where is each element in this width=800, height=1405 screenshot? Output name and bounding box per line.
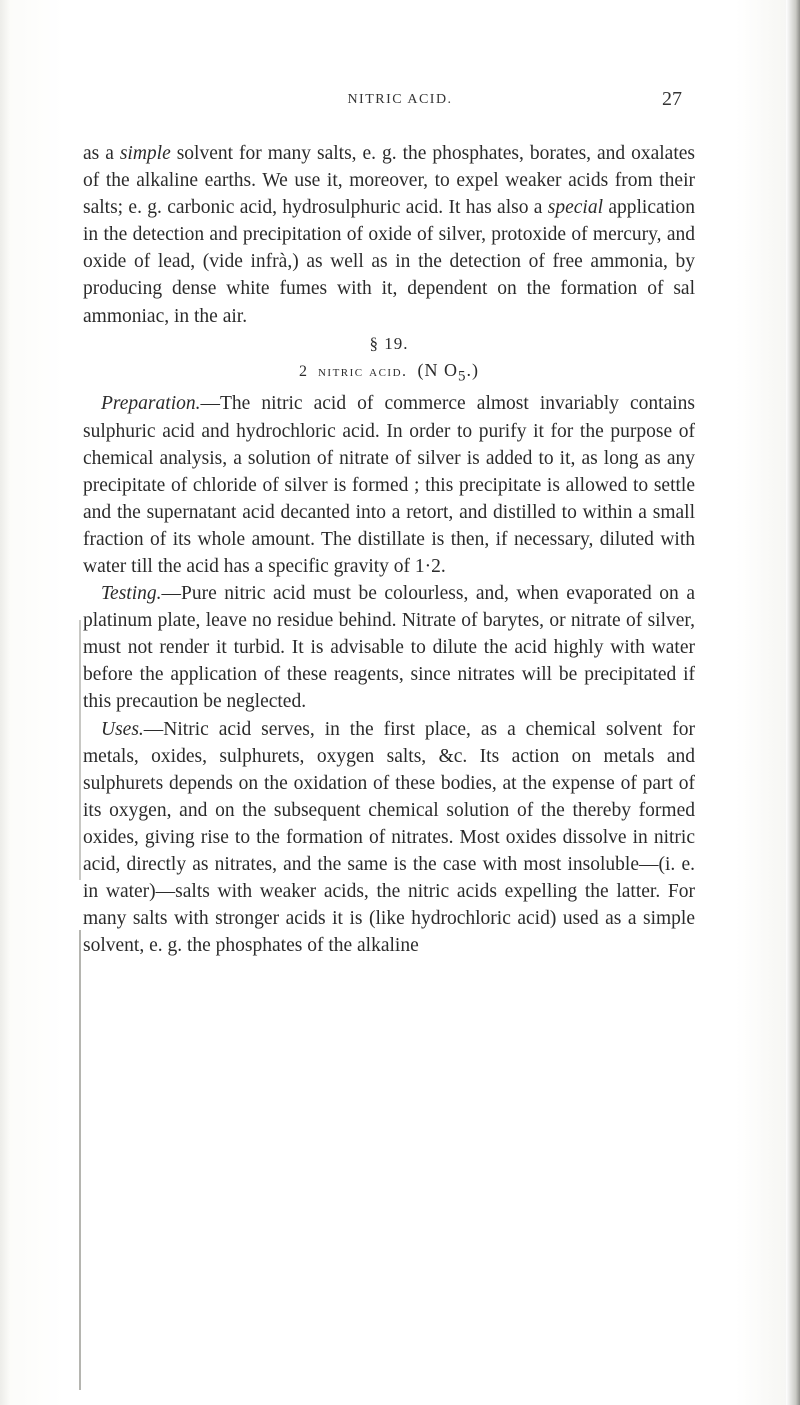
text-span: application in the detection and precipitation of oxide of silver, protoxide of mercury, and oxide of lead, (vide infrà,) as well as in the detection of free ammonia, by producing dense white fumes with it, dependent on the formation of sal ammoniac, in the air.: [83, 197, 695, 327]
paragraph-testing: [83, 580, 695, 715]
section-mark: § 19.: [369, 333, 409, 353]
emphasis-special: special: [547, 197, 604, 219]
text-span: —The nitric acid of commerce almost invariably contains sulphuric acid and hydrochloric acid. In order to purify it for the purpose of chemical analysis, a solution of nitrate of silver is added to it, as long as any precipitate of chloride of silver is formed ; this precipitate is allowed to settle and the supernatant acid decanted into a retort, and distilled to within a small fraction of its whole amount. The distillate is then, if necessary, diluted with water till the acid has a specific gravity of 1·2.: [83, 393, 695, 577]
text-span: solvent for many salts, e. g. the phosphates, borates, and oxalates of the alkaline earths. We use it, moreover, to expel weaker acids from their salts; e. g. carbonic acid, hydrosulphuric acid. It has also a: [83, 143, 695, 219]
page-right-edge: [786, 0, 800, 1405]
section-title: [83, 357, 695, 391]
page-number: 27: [662, 88, 682, 110]
page-header: [0, 88, 800, 122]
gutter-mark: [79, 930, 81, 1390]
section-name: nitric acid.: [317, 362, 408, 380]
paragraph-preparation: [83, 390, 695, 580]
paragraph-lead: Testing.: [101, 583, 162, 605]
paragraph-lead: Uses.: [101, 718, 144, 740]
gutter-mark: [79, 620, 81, 880]
running-head: NITRIC ACID.: [347, 92, 453, 107]
formula-subscript: 5: [458, 368, 467, 385]
paragraph-lead: Preparation.: [101, 393, 201, 415]
body-text: [83, 140, 695, 959]
chemical-formula: (N $O_5$.): [417, 359, 480, 385]
emphasis-simple: simple: [119, 143, 171, 164]
text-span: as a: [83, 143, 120, 164]
text-span: —Nitric acid serves, in the first place, as a chemical solvent for metals, oxides, sulphurets, oxygen salts, &c. Its action on metals and sulphurets depends on the oxidation of these bodies, at the expense of part of its oxygen, and on the subsequent chemical solution of the thereby formed oxides, giving rise to the formation of nitrates. Most oxides dissolve in nitric acid, directly as nitrates, and the same is the case with most insoluble—(i. e. in water)—salts with weaker acids, the nitric acids expelling the latter. For many salts with stronger acids it is (like hydrochloric acid) used as a simple solvent, e. g. the phosphates of the alkaline: [83, 718, 695, 957]
paragraph-continued: [83, 140, 695, 330]
section-number: 2: [298, 362, 308, 380]
paragraph-uses: [83, 716, 695, 960]
page-left-shadow: [0, 0, 10, 1405]
text-span: —Pure nitric acid must be colourless, and, when evaporated on a platinum plate, leave no residue behind. Nitrate of barytes, or nitrate of silver, must not render it turbid. It is advisable to dilute the acid highly with water before the application of these reagents, since nitrates will be precipitated if this precaution be neglected.: [83, 583, 695, 713]
